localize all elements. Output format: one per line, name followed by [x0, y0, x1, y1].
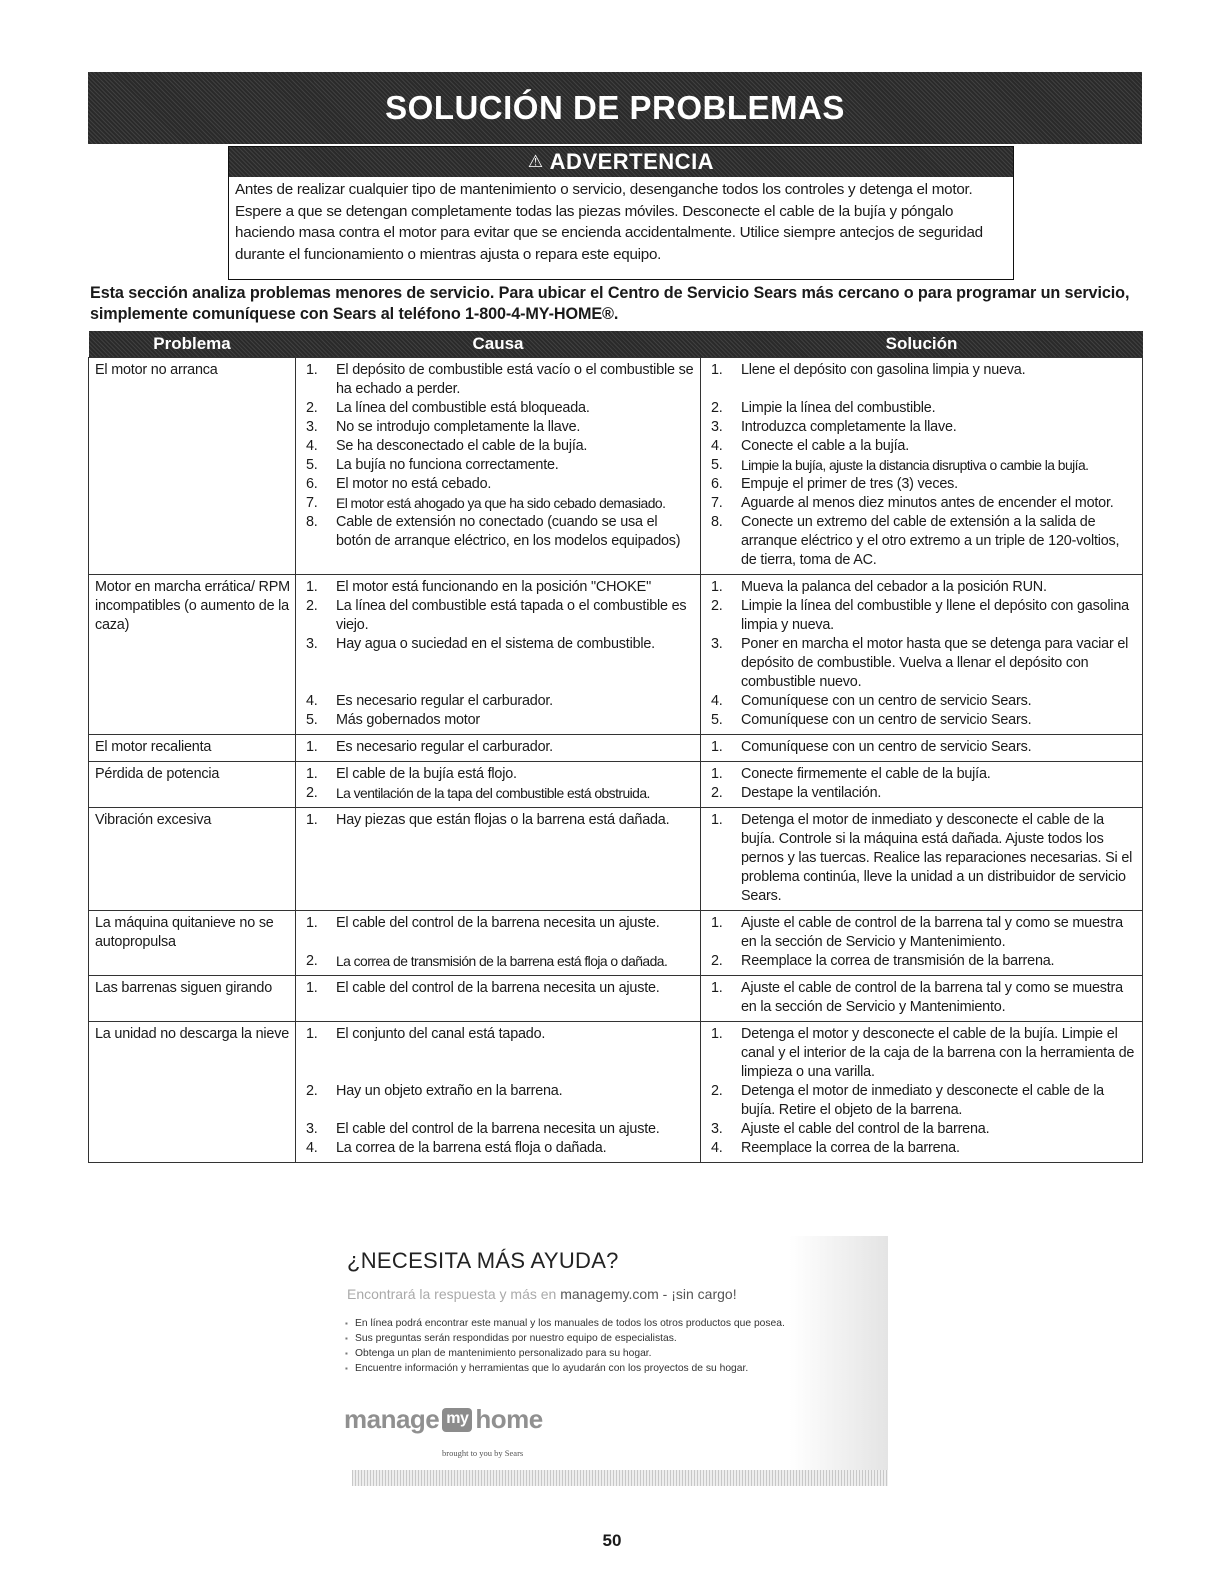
item-text: Conecte el cable a la bujía.	[741, 438, 910, 454]
title-banner	[88, 72, 1142, 144]
item-number: 1.	[711, 362, 723, 378]
cause-item	[302, 1139, 696, 1158]
help-bullet: ▪ Encuentre información y herramientas que lo ayudarán con los proyectos de su hogar.	[345, 1361, 845, 1376]
item-number: 4.	[306, 693, 318, 709]
problem-cell: La máquina quitanieve no se autopropulsa	[89, 911, 296, 976]
logo-home: home	[475, 1404, 543, 1434]
solution-item	[707, 399, 1138, 418]
item-text: Hay un objeto extraño en la barrena.	[336, 1083, 563, 1099]
item-text: Se ha desconectado el cable de la bujía.	[336, 438, 588, 454]
solution-item	[707, 979, 1138, 1017]
item-text: Es necesario regular el carburador.	[336, 693, 553, 709]
item-number: 1.	[711, 915, 723, 931]
table-row	[89, 1022, 1143, 1163]
item-number: 3.	[711, 419, 723, 435]
item-text: La correa de transmisión de la barrena está floja o dañada.	[336, 953, 668, 969]
solution-item	[707, 765, 1138, 784]
item-text: Mueva la palanca del cebador a la posición RUN.	[741, 579, 1047, 595]
item-text: Llene el depósito con gasolina limpia y nueva.	[741, 362, 1026, 378]
item-text: Hay piezas que están flojas o la barrena está dañada.	[336, 812, 670, 828]
item-text: Hay agua o suciedad en el sistema de combustible.	[336, 636, 655, 652]
item-text: Limpie la bujía, ajuste la distancia disruptiva o cambie la bujía.	[741, 457, 1089, 473]
item-number: 1.	[306, 812, 318, 828]
help-bullet: ▪ En línea podrá encontrar este manual y los manuales de todos los otros productos que posea.	[345, 1316, 845, 1331]
cause-item	[302, 914, 696, 952]
item-number: 1.	[306, 1026, 318, 1042]
item-text: Detenga el motor y desconecte el cable de la bujía. Limpie el canal y el interior de la caja de la barrena con la herramienta de limpieza o una varilla.	[741, 1026, 1135, 1080]
item-number: 2.	[306, 598, 318, 614]
item-number: 3.	[711, 636, 723, 652]
item-text: Limpie la línea del combustible.	[741, 400, 936, 416]
item-number: 1.	[711, 766, 723, 782]
cause-item	[302, 952, 696, 971]
solution-cell	[701, 976, 1143, 1022]
item-number: 8.	[306, 514, 318, 530]
table-row	[89, 735, 1143, 762]
solution-cell	[701, 575, 1143, 735]
item-text: La correa de la barrena está floja o dañada.	[336, 1140, 607, 1156]
cause-item	[302, 1082, 696, 1120]
item-number: 4.	[711, 1140, 723, 1156]
item-text: El conjunto del canal está tapado.	[336, 1026, 546, 1042]
solution-cell	[701, 358, 1143, 575]
warning-heading: ADVERTENCIA	[549, 149, 715, 174]
item-text: Conecte un extremo del cable de extensión a la salida de arranque eléctrico y el otro extremo a un triple de 120-voltios, de tierra, toma de AC.	[741, 514, 1120, 568]
logo-tagline: brought to you by Sears	[442, 1448, 524, 1458]
item-text: Comuníquese con un centro de servicio Sears.	[741, 739, 1032, 755]
solution-cell	[701, 808, 1143, 911]
header-solucion: Solución	[885, 334, 958, 353]
item-number: 1.	[711, 1026, 723, 1042]
table-header-row	[89, 331, 1143, 358]
table-row	[89, 911, 1143, 976]
item-text: Detenga el motor de inmediato y desconecte el cable de la bujía. Controle si la máquina está dañada. Ajuste todos los pernos y las tuercas. Realice las reparaciones necesarias. Si el problema continúa, lleve la unidad a un distribuidor de servicio Sears.	[741, 812, 1133, 904]
item-number: 6.	[711, 476, 723, 492]
item-text: Comuníquese con un centro de servicio Sears.	[741, 693, 1032, 709]
item-number: 1.	[306, 766, 318, 782]
problem-cell: El motor recalienta	[89, 735, 296, 762]
solution-item	[707, 784, 1138, 803]
item-text: El motor no está cebado.	[336, 476, 492, 492]
table-row	[89, 575, 1143, 735]
item-text: La ventilación de la tapa del combustible está obstruida.	[336, 785, 650, 801]
cause-item	[302, 361, 696, 399]
item-text: Es necesario regular el carburador.	[336, 739, 553, 755]
table-row	[89, 976, 1143, 1022]
item-number: 5.	[711, 712, 723, 728]
item-number: 4.	[306, 1140, 318, 1156]
solution-item	[707, 635, 1138, 692]
item-number: 5.	[306, 457, 318, 473]
item-number: 4.	[711, 693, 723, 709]
help-subtitle-lead: Encontrará la respuesta y más en	[347, 1286, 557, 1302]
item-number: 2.	[306, 1083, 318, 1099]
item-text: Ajuste el cable de control de la barrena tal y como se muestra en la sección de Servicio y Mantenimiento.	[741, 915, 1123, 950]
table-row	[89, 762, 1143, 808]
item-number: 2.	[306, 400, 318, 416]
item-number: 7.	[306, 495, 318, 511]
item-number: 1.	[711, 739, 723, 755]
item-text: El depósito de combustible está vacío o el combustible se ha echado a perder.	[336, 362, 694, 397]
item-number: 3.	[306, 1121, 318, 1137]
item-text: El cable del control de la barrena necesita un ajuste.	[336, 980, 660, 996]
item-number: 1.	[306, 739, 318, 755]
help-panel-shadow	[352, 1470, 888, 1486]
cause-item	[302, 513, 696, 570]
item-number: 3.	[306, 419, 318, 435]
item-number: 5.	[306, 712, 318, 728]
cause-item	[302, 437, 696, 456]
cause-item	[302, 979, 696, 1017]
item-text: No se introdujo completamente la llave.	[336, 419, 581, 435]
solution-item	[707, 914, 1138, 952]
solution-item	[707, 1082, 1138, 1120]
solution-item	[707, 361, 1138, 399]
warning-text: Antes de realizar cualquier tipo de mantenimiento o servicio, desenganche todos los controles y detenga el motor. Espere a que se detengan completamente todas las piezas móviles. Desconecte el cable de la bujía y póngalo haciendo masa contra el motor para evitar que se encienda accidentalmente. Utilice siempre antecjos de seguridad durante el funcionamiento o mientras ajusta o repara este equipo.	[235, 181, 983, 263]
help-subtitle	[347, 1286, 737, 1302]
cause-cell	[296, 358, 701, 575]
item-number: 2.	[711, 598, 723, 614]
cause-item	[302, 475, 696, 494]
cause-item	[302, 811, 696, 906]
help-bullet-list	[345, 1316, 845, 1376]
cause-item	[302, 784, 696, 803]
item-number: 7.	[711, 495, 723, 511]
item-number: 2.	[711, 1083, 723, 1099]
solution-cell	[701, 1022, 1143, 1163]
cause-item	[302, 597, 696, 635]
item-number: 6.	[306, 476, 318, 492]
page-number: 50	[602, 1531, 622, 1550]
item-number: 2.	[711, 953, 723, 969]
page-title: SOLUCIÓN DE PROBLEMAS	[385, 89, 845, 126]
solution-item	[707, 711, 1138, 730]
item-text: Cable de extensión no conectado (cuando se usa el botón de arranque eléctrico, en los modelos equipados)	[336, 514, 681, 549]
item-text: El motor está funcionando en la posición "CHOKE"	[336, 579, 651, 595]
item-text: La línea del combustible está bloqueada.	[336, 400, 590, 416]
solution-item	[707, 1139, 1138, 1158]
item-text: Poner en marcha el motor hasta que se detenga para vaciar el depósito de combustible. Vuelva a llenar el depósito con combustible nuevo.	[741, 636, 1129, 690]
cause-item	[302, 1025, 696, 1082]
problem-cell: Vibración excesiva	[89, 808, 296, 911]
item-number: 1.	[306, 579, 318, 595]
solution-item	[707, 578, 1138, 597]
item-number: 1.	[711, 980, 723, 996]
item-number: 8.	[711, 514, 723, 530]
item-text: Comuníquese con un centro de servicio Sears.	[741, 712, 1032, 728]
cause-item	[302, 456, 696, 475]
item-number: 5.	[711, 457, 723, 473]
solution-item	[707, 437, 1138, 456]
solution-item	[707, 952, 1138, 971]
problem-cell: La unidad no descarga la nieve	[89, 1022, 296, 1163]
item-number: 1.	[711, 579, 723, 595]
cause-item	[302, 765, 696, 784]
help-panel	[340, 1236, 888, 1486]
cause-item	[302, 494, 696, 513]
cause-item	[302, 711, 696, 730]
item-number: 1.	[306, 362, 318, 378]
cause-cell	[296, 976, 701, 1022]
solution-item	[707, 738, 1138, 757]
problem-cell: Pérdida de potencia	[89, 762, 296, 808]
warning-header	[229, 147, 1013, 177]
problem-cell: El motor no arranca	[89, 358, 296, 575]
problem-cell: Las barrenas siguen girando	[89, 976, 296, 1022]
item-number: 3.	[711, 1121, 723, 1137]
problem-cell: Motor en marcha errática/ RPM incompatibles (o aumento de la caza)	[89, 575, 296, 735]
item-text: Introduzca completamente la llave.	[741, 419, 957, 435]
cause-cell	[296, 575, 701, 735]
warning-box	[228, 146, 1014, 280]
solution-item	[707, 1025, 1138, 1082]
solution-item	[707, 1120, 1138, 1139]
item-text: Ajuste el cable de control de la barrena tal y como se muestra en la sección de Servicio y Mantenimiento.	[741, 980, 1123, 1015]
item-text: Empuje el primer de tres (3) veces.	[741, 476, 958, 492]
help-subtitle-site: managemy.com - ¡sin cargo!	[560, 1286, 737, 1302]
cause-cell	[296, 1022, 701, 1163]
cause-cell	[296, 808, 701, 911]
table-row	[89, 358, 1143, 575]
solution-item	[707, 494, 1138, 513]
item-text: El motor está ahogado ya que ha sido cebado demasiado.	[336, 495, 666, 511]
item-number: 2.	[711, 785, 723, 801]
cause-cell	[296, 911, 701, 976]
logo-manage: manage	[344, 1404, 440, 1434]
item-number: 1.	[306, 980, 318, 996]
intro-paragraph: Esta sección analiza problemas menores de servicio. Para ubicar el Centro de Servicio Sears más cercano o para programar un servicio, simplemente comuníquese con Sears al teléfono 1-800-4-MY-HOME®.	[90, 284, 1130, 323]
item-text: El cable de la bujía está flojo.	[336, 766, 517, 782]
cause-item	[302, 1120, 696, 1139]
item-text: Destape la ventilación.	[741, 785, 882, 801]
cause-item	[302, 635, 696, 692]
item-text: Conecte firmemente el cable de la bujía.	[741, 766, 991, 782]
item-text: Aguarde al menos diez minutos antes de encender el motor.	[741, 495, 1114, 511]
item-number: 4.	[711, 438, 723, 454]
cause-item	[302, 692, 696, 711]
troubleshooting-table	[88, 331, 1143, 1163]
table-row	[89, 808, 1143, 911]
solution-item	[707, 692, 1138, 711]
solution-item	[707, 418, 1138, 437]
item-number: 4.	[306, 438, 318, 454]
cause-item	[302, 399, 696, 418]
item-text: Más gobernados motor	[336, 712, 480, 728]
logo-my: my	[442, 1408, 472, 1432]
item-number: 2.	[306, 785, 318, 801]
item-text: El cable del control de la barrena necesita un ajuste.	[336, 1121, 660, 1137]
item-text: La línea del combustible está tapada o el combustible es viejo.	[336, 598, 687, 633]
item-text: Detenga el motor de inmediato y desconecte el cable de la bujía. Retire el objeto de la barrena.	[741, 1083, 1104, 1118]
solution-item	[707, 811, 1138, 906]
warning-triangle-icon: ⚠	[527, 152, 544, 171]
item-text: Limpie la línea del combustible y llene el depósito con gasolina limpia y nueva.	[741, 598, 1129, 633]
solution-cell	[701, 735, 1143, 762]
cause-cell	[296, 762, 701, 808]
help-bullet: ▪ Obtenga un plan de mantenimiento personalizado para su hogar.	[345, 1346, 845, 1361]
item-number: 2.	[711, 400, 723, 416]
header-causa: Causa	[472, 334, 524, 353]
solution-cell	[701, 762, 1143, 808]
help-bullet: ▪ Sus preguntas serán respondidas por nuestro equipo de especialistas.	[345, 1331, 845, 1346]
cause-item	[302, 578, 696, 597]
item-text: El cable del control de la barrena necesita un ajuste.	[336, 915, 660, 931]
solution-item	[707, 513, 1138, 570]
item-number: 1.	[711, 812, 723, 828]
solution-item	[707, 475, 1138, 494]
item-text: Reemplace la correa de la barrena.	[741, 1140, 960, 1156]
solution-cell	[701, 911, 1143, 976]
item-text: Reemplace la correa de transmisión de la barrena.	[741, 953, 1055, 969]
cause-item	[302, 418, 696, 437]
managemyhome-logo	[344, 1404, 543, 1435]
item-number: 3.	[306, 636, 318, 652]
help-title: ¿NECESITA MÁS AYUDA?	[347, 1248, 619, 1273]
cause-item	[302, 738, 696, 757]
solution-item	[707, 456, 1138, 475]
item-text: La bujía no funciona correctamente.	[336, 457, 559, 473]
item-number: 2.	[306, 953, 318, 969]
item-number: 1.	[306, 915, 318, 931]
header-problema: Problema	[153, 334, 231, 353]
cause-cell	[296, 735, 701, 762]
item-text: Ajuste el cable del control de la barrena.	[741, 1121, 990, 1137]
solution-item	[707, 597, 1138, 635]
